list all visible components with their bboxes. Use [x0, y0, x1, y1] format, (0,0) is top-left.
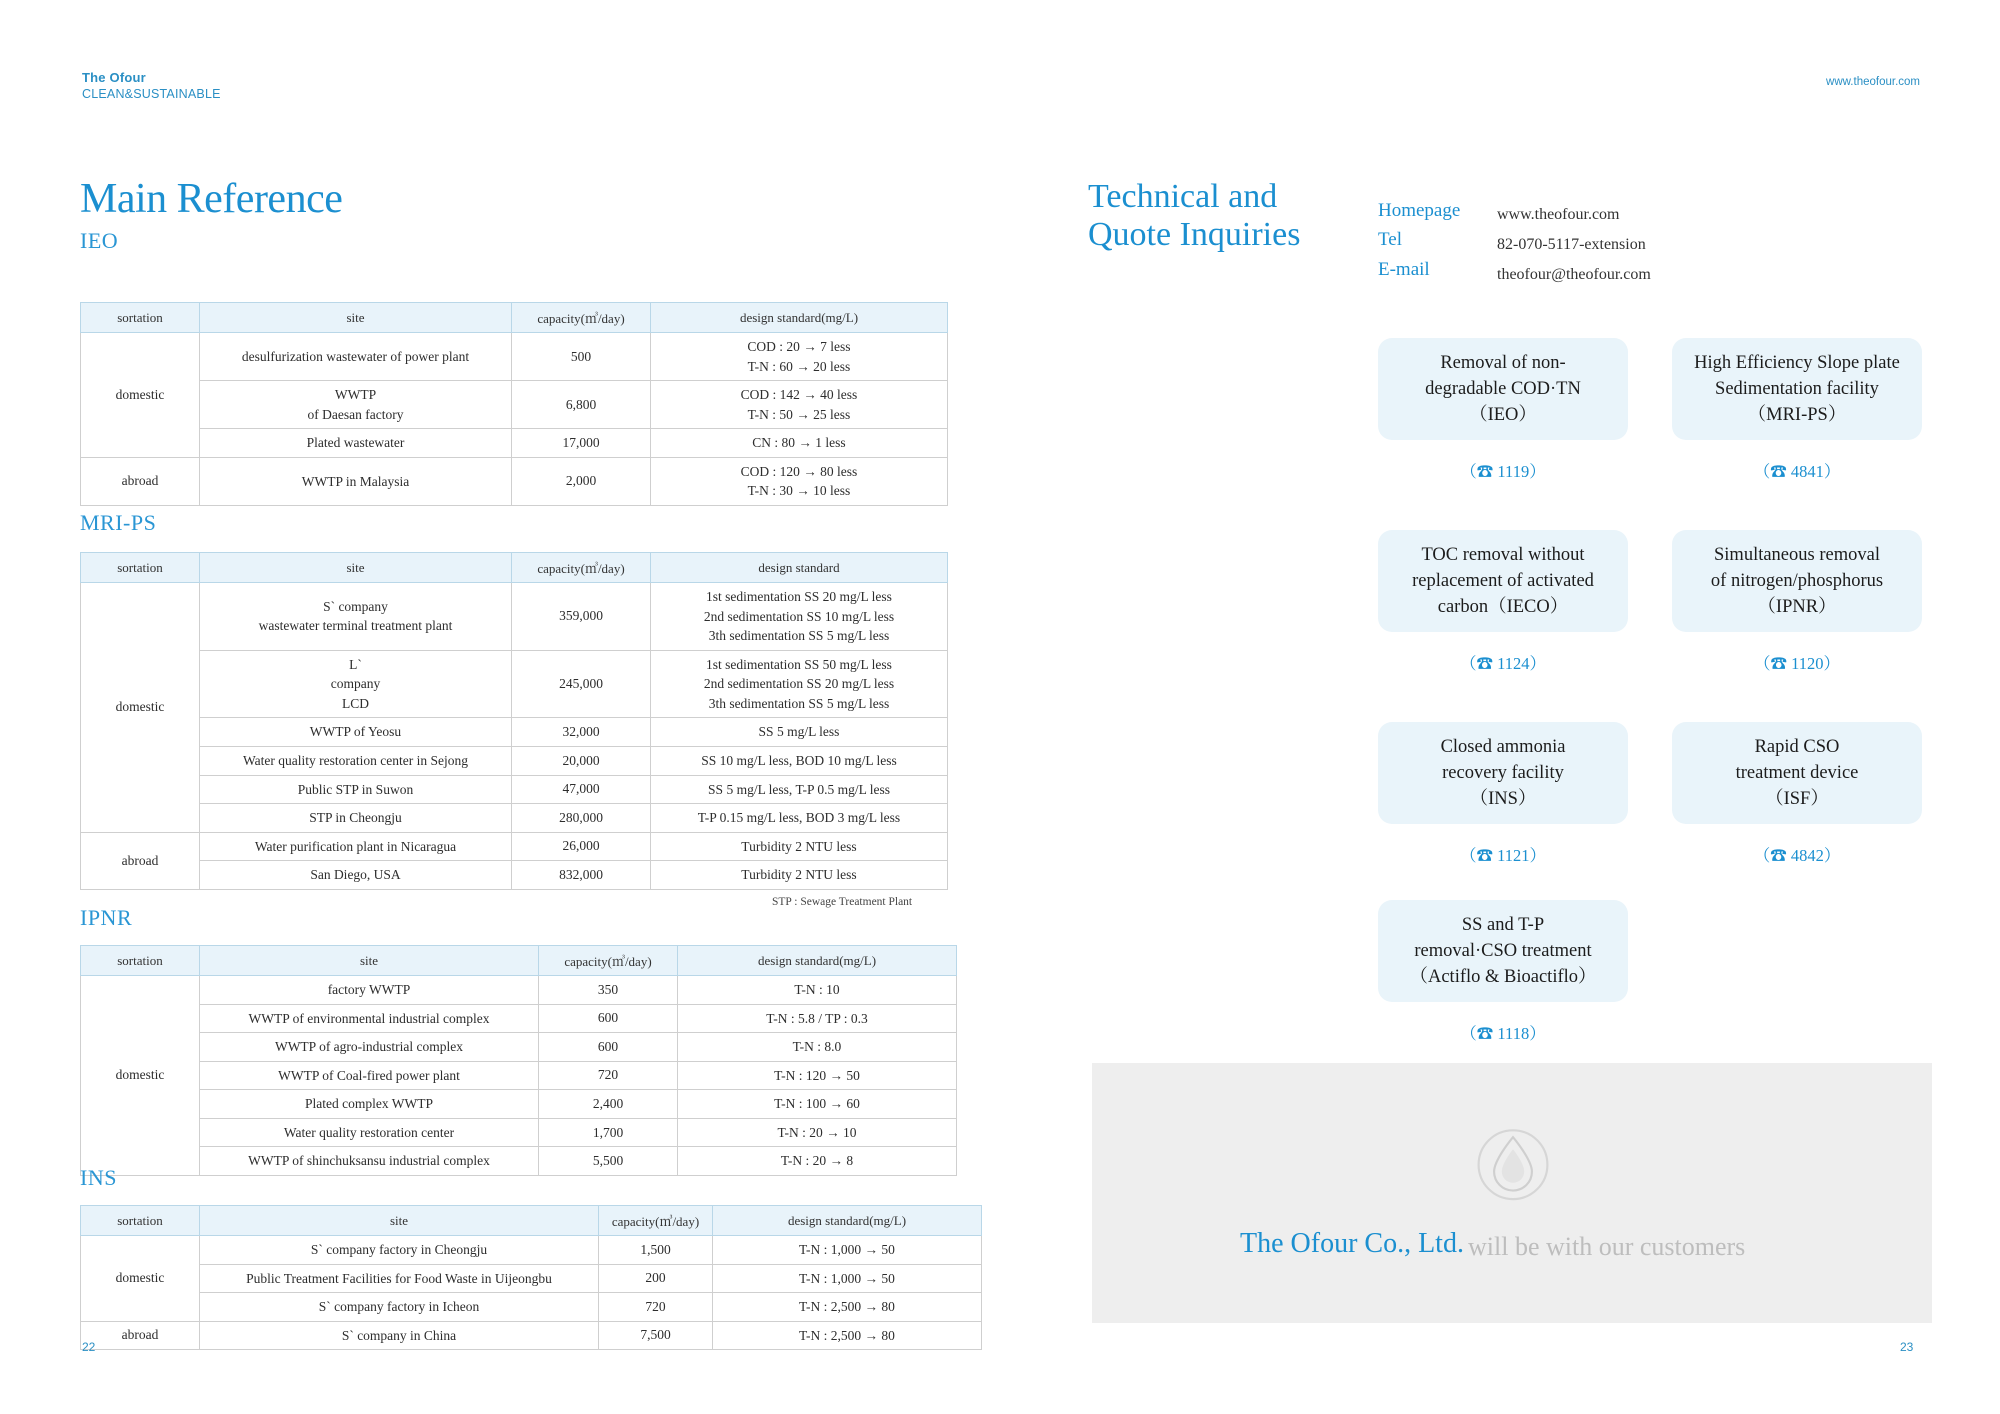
- reference-table-ins: [80, 1205, 982, 1350]
- cell-sortation: abroad: [81, 832, 200, 889]
- cell-site: Plated wastewater: [200, 429, 512, 458]
- cell-design-standard: T-N : 8.0: [678, 1033, 957, 1062]
- cell-capacity: 500: [512, 333, 651, 381]
- contact-labels: [1378, 196, 1460, 284]
- cell-capacity: 47,000: [512, 775, 651, 804]
- cell-site: Water quality restoration center: [200, 1118, 539, 1147]
- cell-design-standard: COD : 20 → 7 less T-N : 60 → 20 less: [651, 333, 948, 381]
- contact-value-tel[interactable]: 82-070-5117-extension: [1497, 235, 1646, 253]
- cell-site: WWTP of Daesan factory: [200, 381, 512, 429]
- table-row: [81, 775, 948, 804]
- table-row: [81, 718, 948, 747]
- contact-values: [1497, 200, 1651, 290]
- cell-design-standard: COD : 120 → 80 less T-N : 30 → 10 less: [651, 457, 948, 505]
- cell-design-standard: T-N : 2,500 → 80: [713, 1321, 982, 1350]
- extension-value: 4841: [1790, 462, 1824, 481]
- cell-design-standard: T-N : 20 → 10: [678, 1118, 957, 1147]
- inquiry-card[interactable]: [1378, 338, 1628, 440]
- inquiry-card[interactable]: [1672, 722, 1922, 824]
- contact-label-tel: Tel: [1378, 229, 1402, 251]
- cell-site: WWTP of agro-industrial complex: [200, 1033, 539, 1062]
- telephone-icon: ☎: [1476, 1024, 1498, 1043]
- stp-note: STP : Sewage Treatment Plant: [772, 896, 913, 908]
- cell-capacity: 720: [599, 1293, 713, 1322]
- cell-capacity: 7,500: [599, 1321, 713, 1350]
- table-row: [81, 804, 948, 833]
- extension-value: 1124: [1497, 654, 1530, 673]
- table-row: [81, 832, 948, 861]
- page-title: Main Reference: [80, 176, 343, 222]
- brand-logo: [82, 70, 221, 101]
- table-row: [81, 1236, 982, 1265]
- brand-name: The Ofour: [82, 70, 146, 85]
- inquiry-card[interactable]: [1672, 530, 1922, 632]
- site-url: www.theofour.com: [1826, 76, 1920, 88]
- inquiry-card-label: Closed ammonia recovery facility （INS）: [1440, 736, 1566, 810]
- table-header-row: [81, 553, 948, 583]
- inquiry-extension-number: （☎ 1124）: [1459, 654, 1546, 673]
- inquiries-title-line2: Quote Inquiries: [1088, 216, 1301, 254]
- extension-value: 4842: [1790, 846, 1824, 865]
- table-row: [81, 1061, 957, 1090]
- column-header: sortation: [81, 553, 200, 583]
- inquiry-card-label: Removal of non- degradable COD·TN （IEO）: [1425, 352, 1581, 426]
- table-row: [81, 861, 948, 890]
- cell-design-standard: Turbidity 2 NTU less: [651, 832, 948, 861]
- cell-site: San Diego, USA: [200, 861, 512, 890]
- table-row: [81, 1004, 957, 1033]
- cell-capacity: 245,000: [512, 650, 651, 718]
- cell-design-standard: SS 5 mg/L less, T-P 0.5 mg/L less: [651, 775, 948, 804]
- cell-capacity: 200: [599, 1264, 713, 1293]
- inquiries-title: [1088, 178, 1300, 254]
- cell-capacity: 17,000: [512, 429, 651, 458]
- cell-site: WWTP of shinchuksansu industrial complex: [200, 1147, 539, 1176]
- cell-sortation: domestic: [81, 976, 200, 1176]
- telephone-icon: ☎: [1476, 462, 1498, 481]
- inquiry-extension-number: （☎ 1120）: [1753, 654, 1840, 673]
- reference-table-ieo: [80, 302, 948, 506]
- cell-site: Water quality restoration center in Sejong: [200, 746, 512, 775]
- table-row: [81, 1090, 957, 1119]
- contact-value-email[interactable]: theofour@theofour.com: [1497, 265, 1651, 283]
- column-header: sortation: [81, 1206, 200, 1236]
- table-row: [81, 1118, 957, 1147]
- extension-value: 1118: [1497, 1024, 1530, 1043]
- column-header: site: [200, 946, 539, 976]
- inquiry-card-label: TOC removal without replacement of activated carbon（IECO）: [1412, 544, 1594, 618]
- table-row: [81, 333, 948, 381]
- inquiry-card[interactable]: [1378, 722, 1628, 824]
- table-row: [81, 457, 948, 505]
- column-header: design standard: [651, 553, 948, 583]
- table-row: [81, 1321, 982, 1350]
- cell-capacity: 5,500: [539, 1147, 678, 1176]
- cell-capacity: 359,000: [512, 583, 651, 651]
- cell-sortation: abroad: [81, 1321, 200, 1350]
- cell-design-standard: 1st sedimentation SS 20 mg/L less 2nd sedimentation SS 10 mg/L less 3th sedimentation SS 5 mg/L less: [651, 583, 948, 651]
- extension-value: 1120: [1791, 654, 1824, 673]
- cell-capacity: 832,000: [512, 861, 651, 890]
- inquiry-card-label: Simultaneous removal of nitrogen/phosphorus （IPNR）: [1710, 544, 1884, 618]
- inquiry-card[interactable]: [1378, 900, 1628, 1002]
- section-label-ieo: IEO: [80, 228, 119, 253]
- contact-label-homepage: Homepage: [1378, 200, 1461, 221]
- inquiry-card[interactable]: [1378, 530, 1628, 632]
- cell-site: S` company in China: [200, 1321, 599, 1350]
- reference-table-mri-ps: [80, 552, 948, 890]
- cell-capacity: 6,800: [512, 381, 651, 429]
- cell-sortation: abroad: [81, 457, 200, 505]
- cell-site: WWTP of Coal-fired power plant: [200, 1061, 539, 1090]
- cell-design-standard: T-N : 100 → 60: [678, 1090, 957, 1119]
- cell-site: desulfurization wastewater of power plant: [200, 333, 512, 381]
- section-label-ins: INS: [80, 1165, 117, 1190]
- section-label-ipnr: IPNR: [80, 905, 133, 930]
- cell-capacity: 1,500: [599, 1236, 713, 1265]
- cell-capacity: 2,400: [539, 1090, 678, 1119]
- cell-site: Water purification plant in Nicaragua: [200, 832, 512, 861]
- cell-design-standard: T-N : 5.8 / TP : 0.3: [678, 1004, 957, 1033]
- cell-capacity: 720: [539, 1061, 678, 1090]
- cell-design-standard: T-N : 20 → 8: [678, 1147, 957, 1176]
- cell-design-standard: T-N : 10: [678, 976, 957, 1005]
- section-label-mri-ps: MRI-PS: [80, 510, 157, 535]
- cell-site: S` company factory in Icheon: [200, 1293, 599, 1322]
- cell-design-standard: T-N : 120 → 50: [678, 1061, 957, 1090]
- cell-design-standard: CN : 80 → 1 less: [651, 429, 948, 458]
- column-header: site: [200, 1206, 599, 1236]
- inquiry-extension-number: （☎ 4842）: [1753, 846, 1841, 865]
- inquiries-title-line1: Technical and: [1088, 178, 1278, 215]
- table-row: [81, 746, 948, 775]
- footer-company-name: The Ofour Co., Ltd.: [1240, 1228, 1464, 1259]
- cell-sortation: domestic: [81, 333, 200, 458]
- column-header: sortation: [81, 303, 200, 333]
- cell-design-standard: T-P 0.15 mg/L less, BOD 3 mg/L less: [651, 804, 948, 833]
- table-row: [81, 1033, 957, 1062]
- cell-design-standard: T-N : 1,000 → 50: [713, 1236, 982, 1265]
- table-row: [81, 381, 948, 429]
- cell-capacity: 32,000: [512, 718, 651, 747]
- inquiry-extension-number: （☎ 1119）: [1460, 462, 1546, 481]
- left-page-number: 22: [82, 1340, 96, 1354]
- table-row: [81, 650, 948, 718]
- cell-design-standard: 1st sedimentation SS 50 mg/L less 2nd sedimentation SS 20 mg/L less 3th sedimentation SS 5 mg/L less: [651, 650, 948, 718]
- column-header: design standard(mg/L): [678, 946, 957, 976]
- column-header: site: [200, 303, 512, 333]
- extension-value: 1121: [1497, 846, 1530, 865]
- cell-capacity: 350: [539, 976, 678, 1005]
- footer-tagline: will be with our customers: [1468, 1232, 1746, 1261]
- contact-label-email: E-mail: [1378, 258, 1430, 280]
- cell-site: Public STP in Suwon: [200, 775, 512, 804]
- cell-design-standard: SS 5 mg/L less: [651, 718, 948, 747]
- brand-tagline: CLEAN&SUSTAINABLE: [82, 87, 221, 101]
- table-row: [81, 1147, 957, 1176]
- cell-capacity: 600: [539, 1033, 678, 1062]
- cell-capacity: 280,000: [512, 804, 651, 833]
- cell-sortation: domestic: [81, 1236, 200, 1322]
- table-row: [81, 1264, 982, 1293]
- telephone-icon: ☎: [1770, 846, 1791, 865]
- cell-site: Plated complex WWTP: [200, 1090, 539, 1119]
- inquiry-card-label: SS and T-P removal·CSO treatment （Actiflo & Bioactiflo）: [1409, 914, 1597, 988]
- table-header-row: [81, 303, 948, 333]
- cell-capacity: 2,000: [512, 457, 651, 505]
- inquiry-extension-number: （☎ 1118）: [1460, 1024, 1546, 1043]
- cell-capacity: 20,000: [512, 746, 651, 775]
- column-header: capacity(㎥/day): [512, 553, 651, 583]
- extension-value: 1119: [1497, 462, 1530, 481]
- right-page-number: 23: [1900, 1340, 1914, 1354]
- table-header-row: [81, 1206, 982, 1236]
- cell-site: L` company LCD: [200, 650, 512, 718]
- inquiry-card-label: High Efficiency Slope plate Sedimentation facility （MRI-PS）: [1694, 352, 1900, 426]
- cell-capacity: 26,000: [512, 832, 651, 861]
- cell-capacity: 1,700: [539, 1118, 678, 1147]
- inquiry-card-label: Rapid CSO treatment device （ISF）: [1735, 736, 1859, 810]
- cell-capacity: 600: [539, 1004, 678, 1033]
- cell-sortation: domestic: [81, 583, 200, 833]
- column-header: sortation: [81, 946, 200, 976]
- cell-site: STP in Cheongju: [200, 804, 512, 833]
- telephone-icon: ☎: [1770, 462, 1791, 481]
- telephone-icon: ☎: [1770, 654, 1792, 673]
- column-header: capacity(㎥/day): [599, 1206, 713, 1236]
- column-header: capacity(㎥/day): [512, 303, 651, 333]
- cell-site: WWTP of environmental industrial complex: [200, 1004, 539, 1033]
- column-header: design standard(mg/L): [651, 303, 948, 333]
- cell-site: factory WWTP: [200, 976, 539, 1005]
- inquiry-extension-number: （☎ 4841）: [1753, 462, 1841, 481]
- column-header: capacity(㎥/day): [539, 946, 678, 976]
- column-header: design standard(mg/L): [713, 1206, 982, 1236]
- telephone-icon: ☎: [1476, 846, 1498, 865]
- cell-design-standard: T-N : 1,000 → 50: [713, 1264, 982, 1293]
- cell-design-standard: SS 10 mg/L less, BOD 10 mg/L less: [651, 746, 948, 775]
- cell-site: S` company factory in Cheongju: [200, 1236, 599, 1265]
- cell-site: S` company wastewater terminal treatment plant: [200, 583, 512, 651]
- table-row: [81, 429, 948, 458]
- inquiry-card[interactable]: [1672, 338, 1922, 440]
- cell-site: WWTP in Malaysia: [200, 457, 512, 505]
- water-drop-icon: [1470, 1120, 1556, 1206]
- cell-design-standard: COD : 142 → 40 less T-N : 50 → 25 less: [651, 381, 948, 429]
- table-row: [81, 583, 948, 651]
- cell-design-standard: Turbidity 2 NTU less: [651, 861, 948, 890]
- table-header-row: [81, 946, 957, 976]
- column-header: site: [200, 553, 512, 583]
- contact-value-homepage[interactable]: www.theofour.com: [1497, 206, 1620, 223]
- cell-site: Public Treatment Facilities for Food Waste in Uijeongbu: [200, 1264, 599, 1293]
- table-row: [81, 1293, 982, 1322]
- cell-design-standard: T-N : 2,500 → 80: [713, 1293, 982, 1322]
- cell-site: WWTP of Yeosu: [200, 718, 512, 747]
- telephone-icon: ☎: [1476, 654, 1498, 673]
- table-row: [81, 976, 957, 1005]
- inquiry-extension-number: （☎ 1121）: [1459, 846, 1546, 865]
- reference-table-ipnr: [80, 945, 957, 1176]
